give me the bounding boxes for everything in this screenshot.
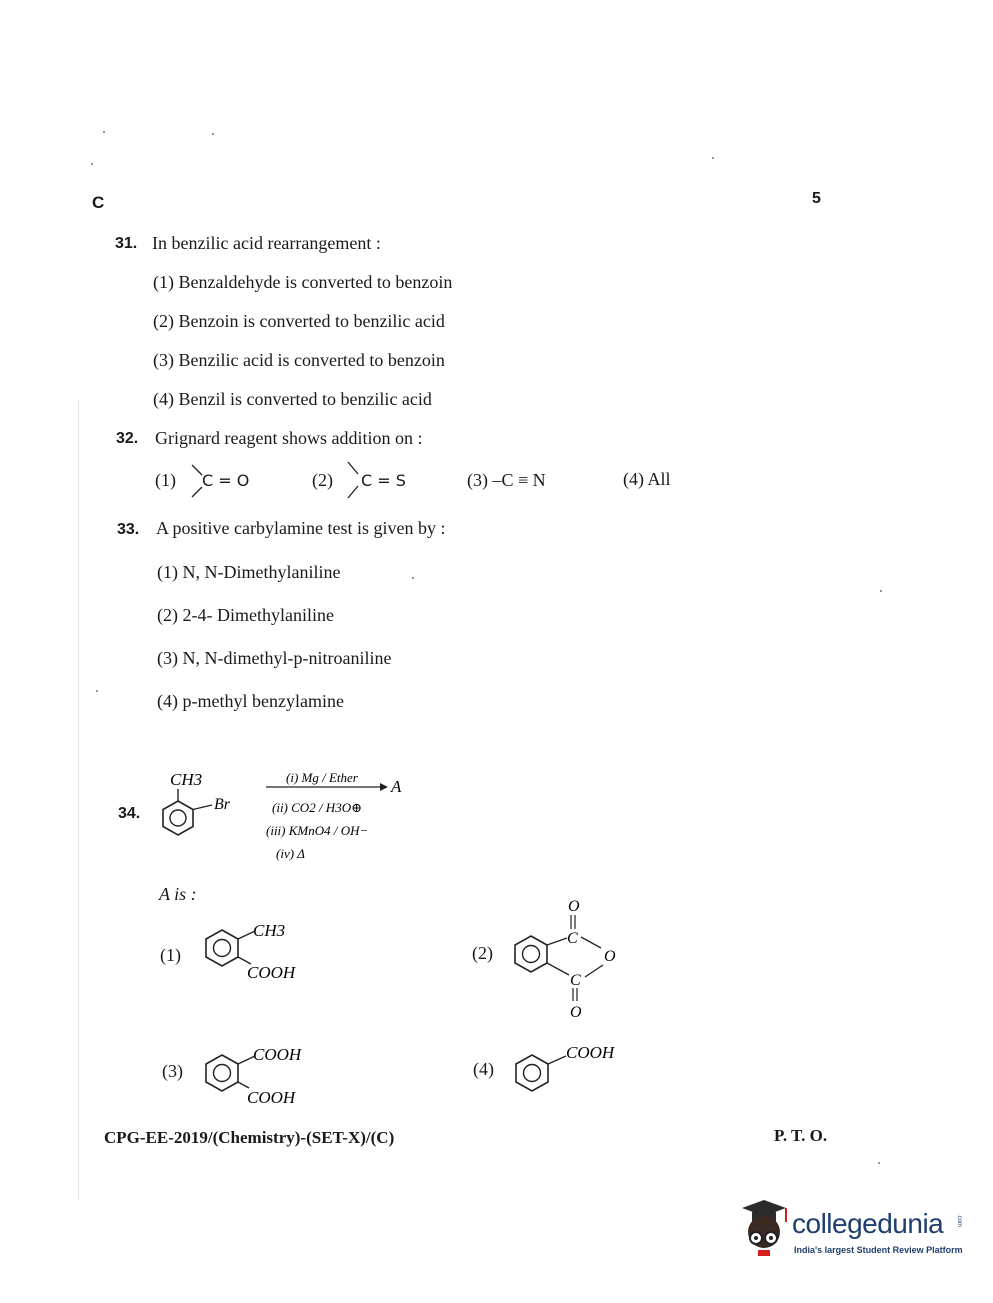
option-31-4: (4) Benzil is converted to benzilic acid (153, 389, 432, 409)
scan-speck (712, 157, 714, 159)
pto-label: P. T. O. (774, 1126, 828, 1145)
paper-code: CPG-EE-2019/(Chemistry)-(SET-X)/(C) (104, 1128, 395, 1147)
svg-text:C: C (567, 930, 578, 947)
svg-text:COOH: COOH (253, 1045, 302, 1064)
thiocarbonyl-bonds-icon (346, 460, 360, 500)
option-num: (2) (472, 943, 493, 963)
reaction-conditions (262, 766, 412, 866)
option-34-1-structure (195, 912, 325, 987)
svg-text:CH3: CH3 (253, 921, 286, 940)
option-32-4: (4) All (623, 469, 671, 489)
question-text: In benzilic acid rearrangement : (152, 233, 381, 253)
product-label: A (391, 777, 402, 796)
svg-text:COOH: COOH (247, 1088, 296, 1107)
option-text: C = O (202, 471, 250, 490)
scan-speck (91, 163, 93, 165)
scan-speck (878, 1162, 880, 1164)
option-33-1: (1) N, N-Dimethylaniline (157, 562, 341, 582)
option-33-4: (4) p-methyl benzylamine (157, 691, 344, 711)
mascot-logo-icon (734, 1196, 794, 1260)
brand-tagline: India's largest Student Review Platform (794, 1245, 963, 1255)
step-2: (ii) CO2 / H3O⊕ (272, 800, 362, 815)
scan-speck (880, 590, 882, 592)
option-33-2: (2) 2-4- Dimethylaniline (157, 605, 334, 625)
option-34-3-structure (195, 1038, 330, 1113)
option-31-2: (2) Benzoin is converted to benzilic acid (153, 311, 445, 331)
reactant-br-label: Br (214, 796, 230, 813)
collegedunia-watermark (734, 1196, 966, 1266)
option-text: C = S (361, 471, 406, 490)
option-32-3: (3) –C ≡ N (467, 470, 546, 490)
question-number: 33. (117, 521, 140, 538)
scan-speck (103, 131, 105, 133)
svg-text:O: O (570, 1004, 582, 1021)
question-number: 31. (115, 235, 138, 252)
option-33-3: (3) N, N-dimethyl-p-nitroaniline (157, 648, 392, 668)
series-code: C (92, 193, 105, 212)
reactant-structure (150, 765, 250, 850)
option-34-2-structure (505, 893, 640, 1023)
brand-name: collegedunia (792, 1208, 944, 1239)
question-number: 32. (116, 430, 139, 447)
option-34-4-structure (506, 1038, 636, 1103)
question-text: Grignard reagent shows addition on : (155, 428, 423, 448)
svg-text:C: C (570, 972, 581, 989)
option-31-3: (3) Benzilic acid is converted to benzoin (153, 350, 445, 370)
step-4: (iv) Δ (276, 846, 305, 861)
option-num: (1) (155, 470, 176, 490)
page-number: 5 (812, 190, 821, 207)
scan-speck (96, 690, 98, 692)
brand-com: .com (956, 1214, 962, 1228)
step-1: (i) Mg / Ether (286, 770, 358, 785)
question-prompt: A is : (159, 884, 197, 904)
svg-text:COOH: COOH (247, 963, 296, 982)
option-num: (4) (473, 1059, 494, 1079)
svg-text:COOH: COOH (566, 1043, 615, 1062)
scan-speck (212, 133, 214, 135)
question-text: A positive carbylamine test is given by : (156, 518, 446, 538)
option-num: (2) (312, 470, 333, 490)
svg-text:O: O (568, 898, 580, 915)
option-num: (1) (160, 945, 181, 965)
scan-margin-line (78, 400, 79, 1200)
option-num: (3) (162, 1061, 183, 1081)
question-number: 34. (118, 805, 141, 822)
reactant-ch3-label: CH3 (170, 770, 203, 789)
step-3: (iii) KMnO4 / OH− (266, 823, 369, 838)
svg-text:O: O (604, 948, 616, 965)
option-31-1: (1) Benzaldehyde is converted to benzoin (153, 272, 453, 292)
scan-speck (412, 577, 414, 579)
